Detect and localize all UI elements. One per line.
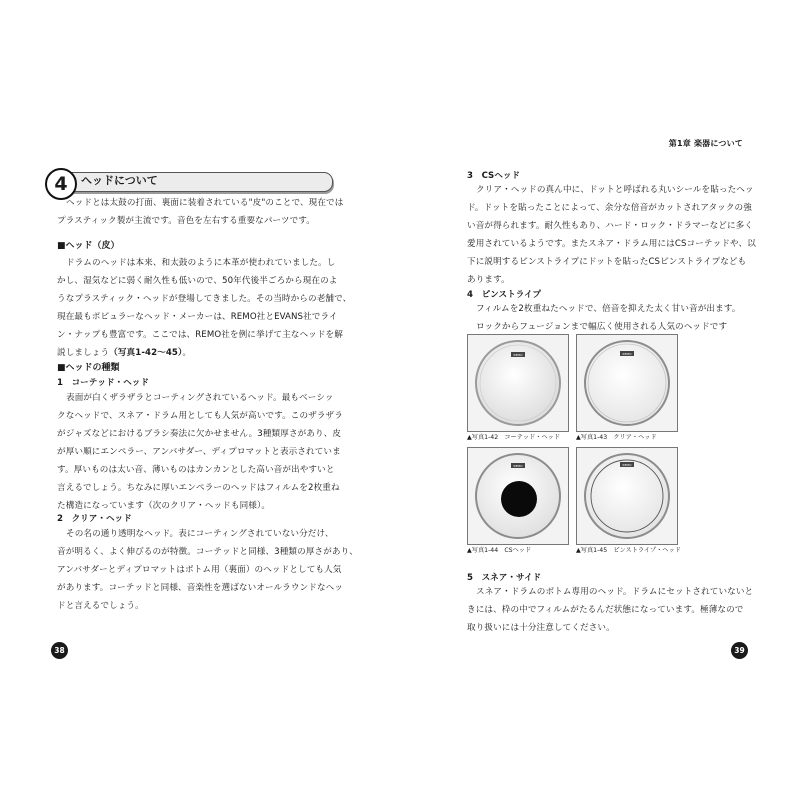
coated-head-icon [468, 335, 568, 431]
text-line: 下に説明するピンストライプにドットを貼ったCSピンストライプなども [467, 257, 747, 267]
photo-caption: ▲写真1-43 クリア・ヘッド [576, 434, 657, 441]
text-line: アンバサダーとディプロマットはボトム用（裏面）のヘッドとしても人気 [57, 565, 342, 575]
text-line: す。厚いものは太い音、薄いものはカンカンとした高い音が出やすいと [57, 465, 335, 475]
snare-side-paragraph [467, 583, 753, 637]
cs-paragraph [467, 181, 756, 289]
text-line: が厚い順にエンペラー、アンバサダー、ディプロマットと表示されていま [57, 447, 341, 457]
text-line: かし、湿気などに弱く耐久性も低いので、50年代後半ごろから現在のよ [57, 276, 338, 286]
head-paragraph [57, 254, 351, 362]
text-line: クリア・ヘッドの真ん中に、ドットと呼ばれる丸いシールを貼ったヘッ [476, 185, 754, 195]
text-line [57, 344, 351, 362]
photo-reference: （写真1-42〜45） [109, 348, 183, 358]
clear-heading: 2 クリア・ヘッド [57, 514, 132, 524]
text-line: 愛用されているようです。またスネア・ドラム用にはCSコーテッドや、以 [467, 239, 756, 249]
clear-head-icon [577, 335, 677, 431]
intro-paragraph [57, 194, 343, 230]
svg-text:REMO: REMO [622, 463, 632, 467]
snare-side-heading: 5 スネア・サイド [467, 573, 542, 583]
running-head: 第1章 楽器について [668, 139, 743, 148]
text-line: 音が明るく、よく伸びるのが特徴。コーテッドと同様、3種類の厚さがあり、 [57, 547, 358, 557]
text-line: 取り扱いには十分注意してください。 [467, 623, 615, 633]
svg-text:REMO: REMO [513, 353, 523, 357]
cs-heading: 3 CSヘッド [467, 171, 521, 181]
cs-head-icon [468, 448, 568, 544]
text-line: がジャズなどにおけるブラシ奏法に欠かせません。3種類厚さがあり、皮 [57, 429, 342, 439]
pinstripe-heading: 4 ピンストライプ [467, 290, 541, 300]
text-line: 現在最もポピュラーなヘッド・メーカーは、REMO社とEVANS社でライ [57, 312, 338, 322]
photo-caption: ▲写真1-44 CSヘッド [467, 547, 532, 554]
photo-pinstripe-head [576, 447, 678, 545]
page-number-right: 39 [731, 642, 748, 659]
text-line: ン・ナップも豊富です。ここでは、REMO社を例に挙げて主なヘッドを解 [57, 330, 343, 340]
text-line: フィルムを2枚重ねたヘッドで、倍音を抑えた太く甘い音が出ます。 [476, 304, 741, 314]
right-page [400, 0, 800, 800]
photo-clear-head [576, 334, 678, 432]
coated-paragraph [57, 389, 343, 515]
svg-text:REMO: REMO [622, 352, 632, 356]
clear-paragraph [57, 525, 358, 615]
text-line: うなプラスティック・ヘッドが登場してきました。その当時からの老舗で、 [57, 294, 352, 304]
text-line: クなヘッドで、スネア・ドラム用としても人気が高いです。このザラザラ [57, 411, 343, 421]
types-heading: ■ヘッドの種類 [57, 363, 120, 373]
text-line: 言えるでしょう。ちなみに厚いエンペラーのヘッドはフィルムを2枚重ね [57, 483, 340, 493]
text-line: プラスティック製が主流です。音色を左右する重要なパーツです。 [57, 216, 315, 226]
pinstripe-head-icon [577, 448, 677, 544]
text-line: い音が得られます。耐久性もあり、ハード・ロック・ドラマーなどに多く [467, 221, 754, 231]
photo-caption: ▲写真1-45 ピンストライプ・ヘッド [576, 547, 681, 554]
svg-text:REMO: REMO [513, 464, 523, 468]
coated-heading: 1 コーテッド・ヘッド [57, 378, 149, 388]
photo-coated-head [467, 334, 569, 432]
text-line: ヘッドとは太鼓の打面、裏面に装着されている"皮"のことで、現在では [66, 198, 344, 208]
text-line: ドと言えるでしょう。 [57, 601, 144, 611]
section-number: 4 [45, 168, 77, 200]
photo-caption: ▲写真1-42 コーテッド・ヘッド [467, 434, 561, 441]
section-title: ヘッドについて [81, 174, 158, 187]
text-line: スネア・ドラムのボトム専用のヘッド。ドラムにセットされていないと [476, 587, 754, 597]
text-line: があります。コーテッドと同様、音楽性を選ばないオールラウンドなヘッ [57, 583, 344, 593]
text-line: ロックからフュージョンまで幅広く使用される人気のヘッドです [476, 322, 728, 332]
photo-cs-head [467, 447, 569, 545]
text-line: た構造になっています（次のクリア・ヘッドも同様）。 [57, 501, 271, 511]
page-number-left: 38 [51, 642, 68, 659]
head-heading: ■ヘッド（皮） [57, 241, 120, 251]
text-line: あります。 [467, 275, 510, 285]
text-span: 。 [182, 348, 192, 358]
text-span: 説しましょう [57, 348, 110, 358]
text-line: 表面が白くザラザラとコーティングされているヘッド。最もベーシッ [66, 393, 334, 403]
text-line: その名の通り透明なヘッド。表にコーティングされていない分だけ、 [66, 529, 334, 539]
pinstripe-paragraph [467, 300, 741, 336]
text-line: きには、枠の中でフィルムがたるんだ状態になっています。極薄なので [467, 605, 744, 615]
text-line: ド。ドットを貼ったことによって、余分な倍音がカットされアタックの強 [467, 203, 752, 213]
text-line: ドラムのヘッドは本来、和太鼓のように本革が使われていました。し [66, 258, 336, 268]
